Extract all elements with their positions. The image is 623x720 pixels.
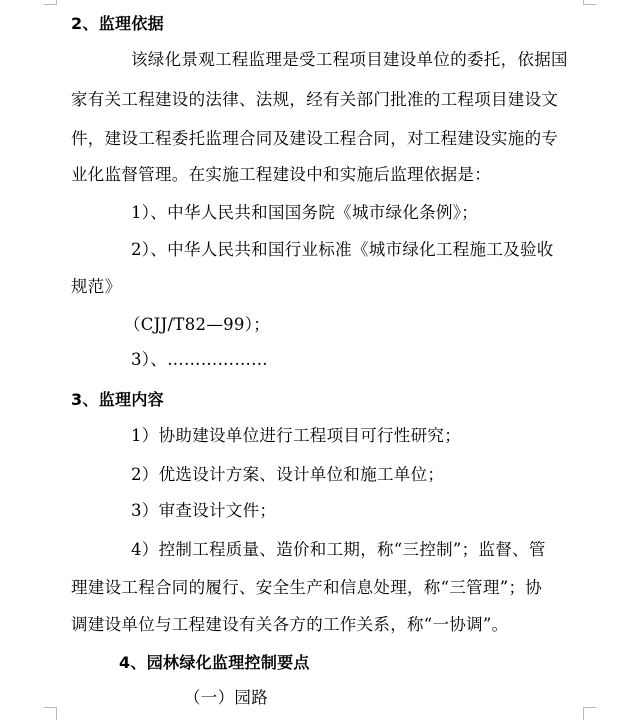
page-corner-mark [583, 0, 596, 5]
section-heading-control-points: 4、园林绿化监理控制要点 [119, 653, 310, 672]
list-item: 2）优选设计方案、设计单位和施工单位； [131, 465, 445, 484]
paragraph-line: 理建设工程合同的履行、安全生产和信息处理，称“三管理”；协 [71, 578, 543, 597]
list-item-continuation: 规范》 [71, 277, 122, 296]
page-corner-mark [583, 707, 596, 720]
page-corner-mark [44, 707, 57, 720]
list-item: 1）、中华人民共和国国务院《城市绿化条例》； [131, 203, 479, 222]
paragraph-line: 件，建设工程委托监理合同及建设工程合同，对工程建设实施的专 [71, 129, 559, 148]
section-heading-content: 3、监理内容 [71, 390, 164, 409]
list-item: 2）、中华人民共和国行业标准《城市绿化工程施工及验收 [131, 240, 554, 259]
subsection-heading: （一）园路 [184, 688, 268, 707]
paragraph-line: 该绿化景观工程监理是受工程项目建设单位的委托，依据国 [131, 50, 568, 69]
list-item: 4）控制工程质量、造价和工期，称“三控制”；监督、管 [131, 540, 546, 559]
list-item: 3）、……………… [131, 350, 268, 369]
paragraph-line: 业化监督管理。在实施工程建设中和实施后监理依据是： [71, 165, 491, 184]
list-item: 1）协助建设单位进行工程项目可行性研究； [131, 426, 461, 445]
list-item: 3）审查设计文件； [131, 501, 277, 520]
page-corner-mark [44, 0, 57, 5]
section-heading-basis: 2、监理依据 [71, 14, 164, 33]
paragraph-line: 调建设单位与工程建设有关各方的工作关系，称“一协调”。 [71, 615, 509, 634]
paragraph-line: 家有关工程建设的法律、法规，经有关部门批准的工程项目建设文 [71, 90, 559, 109]
standard-code: （CJJ/T82—99）； [124, 315, 271, 334]
